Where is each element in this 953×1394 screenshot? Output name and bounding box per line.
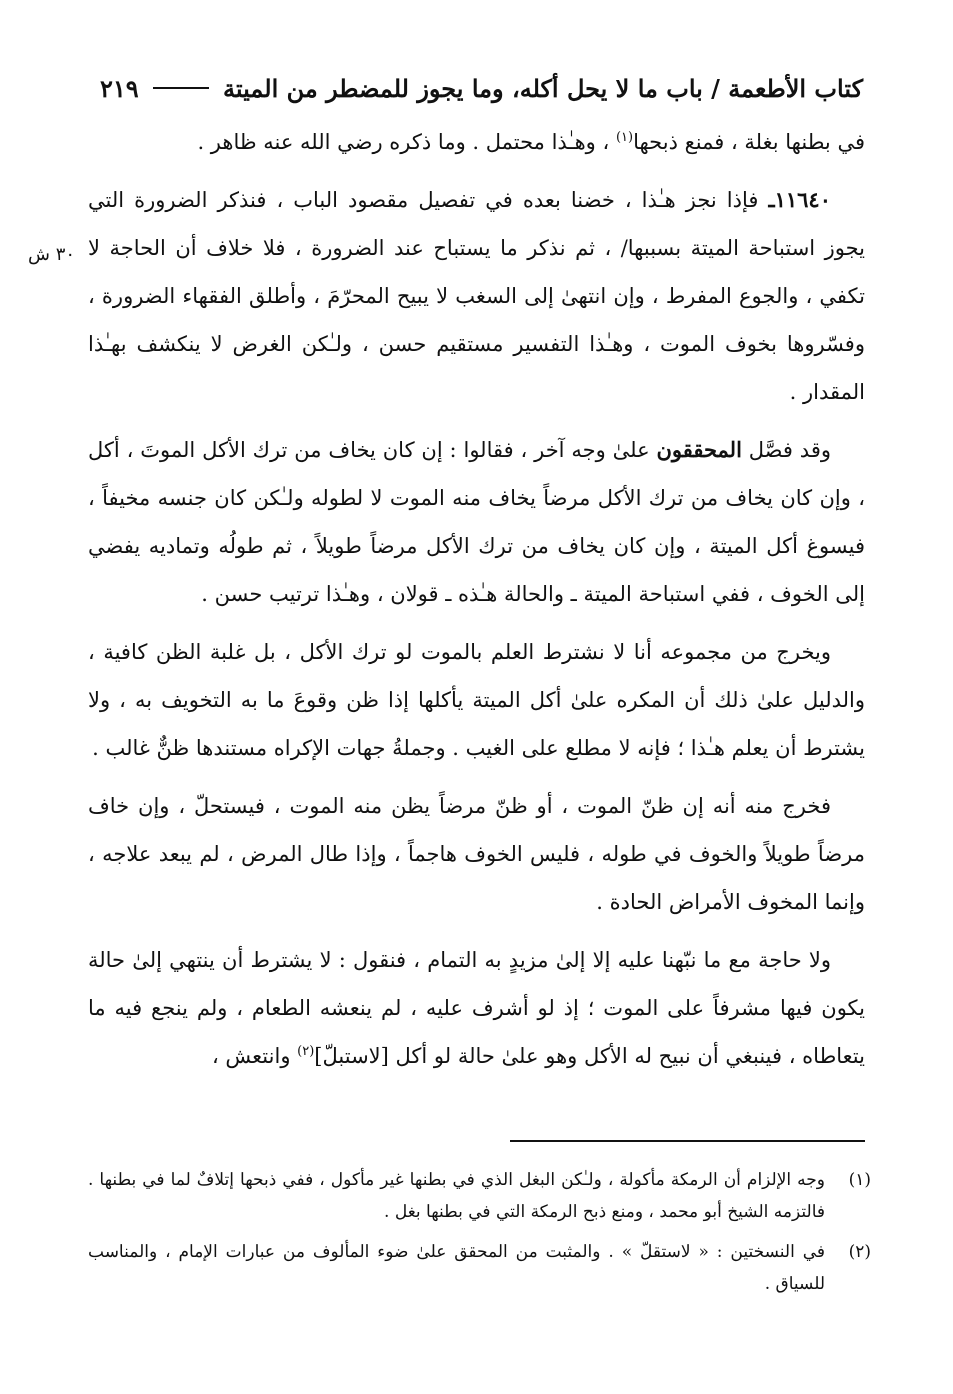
main-text <box>88 118 865 1090</box>
footnote-text: في النسختين : « لاستقلّ » . والمثبت من المحقق علىٰ ضوء المألوف من عبارات الإمام ، والمناسب للسياق . <box>88 1242 825 1294</box>
bold-term: المحققون <box>656 437 742 462</box>
footnote-separator <box>510 1140 865 1142</box>
footnote-1 <box>88 1164 871 1228</box>
footnote-ref-2[interactable]: (٢) <box>297 1044 315 1059</box>
section-number: ١١٦٤٠ـ <box>768 187 831 212</box>
page-number: ٢١٩ <box>100 73 139 103</box>
footnote-text: وجه الإلزام أن الرمكة مأكولة ، ولـٰكن البغل الذي في بطنها غير مأكول ، ففي ذبحها إتلافٌ لما في بطنها . فالتزمه الشيخ أبو محمد ، ومنع ذبح الرمكة التي في بطنها بغل . <box>88 1170 825 1222</box>
paragraph-6: ولا حاجة مع ما نبّهنا عليه إلا إلىٰ مزيدٍ به التمام ، فنقول : لا يشترط أن ينتهي إلىٰ حالة يكون فيها مشرفاً على الموت ؛ إذ لو أشرف عليه ، لم ينعشه الطعام ، ولم ينجع فيه ما يتعاطاه ، فينبغي أن نبيح له الأكل وهو علىٰ حالة لو أكل [لاستبلّ]$^{(٢)}$ وانتعش ، <box>88 948 865 1068</box>
paragraph-2: ١١٦٤٠ـ فإذا نجز هـٰذا ، خضنا بعده في تفصيل مقصود الباب ، فنذكر الضرورة التي يجوز استباحة الميتة بسببها/ ، ثم نذكر ما يستباح عند الضرورة ، فلا خلاف أن الحاجة لا تكفي ، والجوع المفرط ، وإن انتهىٰ إلى السغب لا يبيح المحرّمَ ، وأطلق الفقهاء الضرورة ، وفسّروها بخوف الموت ، وهـٰذا التفسير مستقيم حسن ، ولـٰكن الغرض لا ينكشف بهـٰذا المقدار . <box>88 187 865 404</box>
footnote-ref-1[interactable]: (١) <box>615 130 634 145</box>
paragraph-3: وقد فصَّل المحققون علىٰ وجه آخر ، فقالوا : إن كان يخاف من ترك الأكل الموتَ ، أكل ، وإن كان يخاف من ترك الأكل مرضاً يخاف منه الموت لا لطوله ولـٰكن كان جنسه مخيفاً ، فيسوغ أكل الميتة ، وإن كان يخاف من ترك الأكل مرضاً طويلاً ، ثم طولُه وتماديه يفضي إلى الخوف ، ففي استباحة الميتة ـ والحالة هـٰذه ـ قولان ، وهـٰذا ترتيب حسن . <box>88 437 865 606</box>
header-title: كتاب الأطعمة / باب ما لا يحل أكله، وما يجوز للمضطر من الميتة <box>223 73 863 103</box>
footnote-mark: (١) <box>848 1170 871 1190</box>
header-rule <box>153 87 209 89</box>
running-header <box>100 68 863 108</box>
margin-manuscript-note: ٣٠ ش <box>28 244 76 265</box>
paragraph-4: ويخرج من مجموعه أنا لا نشترط العلم بالموت لو ترك الأكل ، بل غلبة الظن كافية ، والدليل علىٰ ذلك أن المكره علىٰ أكل الميتة يأكلها إذا ظن وقوعَ ما به التخويف به ، ولا يشترط أن يعلم هـٰذا ؛ فإنه لا مطلع على الغيب . وجملةُ جهات الإكراه مستندها ظنٌّ غالب . <box>88 640 865 760</box>
footnotes <box>88 1164 871 1308</box>
footnote-2 <box>88 1236 871 1300</box>
paragraph-1: في بطنها بغلة ، فمنع ذبحها$^{(١)}$ ، وهـٰذا محتمل . وما ذكره رضي الله عنه ظاهر . <box>197 130 865 154</box>
footnote-mark: (٢) <box>848 1242 871 1262</box>
paragraph-5: فخرج منه أنه إن ظنّ الموت ، أو ظنّ مرضاً يظن منه الموت ، فيستحلّ ، وإن خاف مرضاً طويلاً والخوف في طوله ، فليس الخوف هاجماً ، وإذا طال المرض ، لم يبعد علاجه ، وإنما المخوف الأمراض الحادة . <box>88 794 865 914</box>
